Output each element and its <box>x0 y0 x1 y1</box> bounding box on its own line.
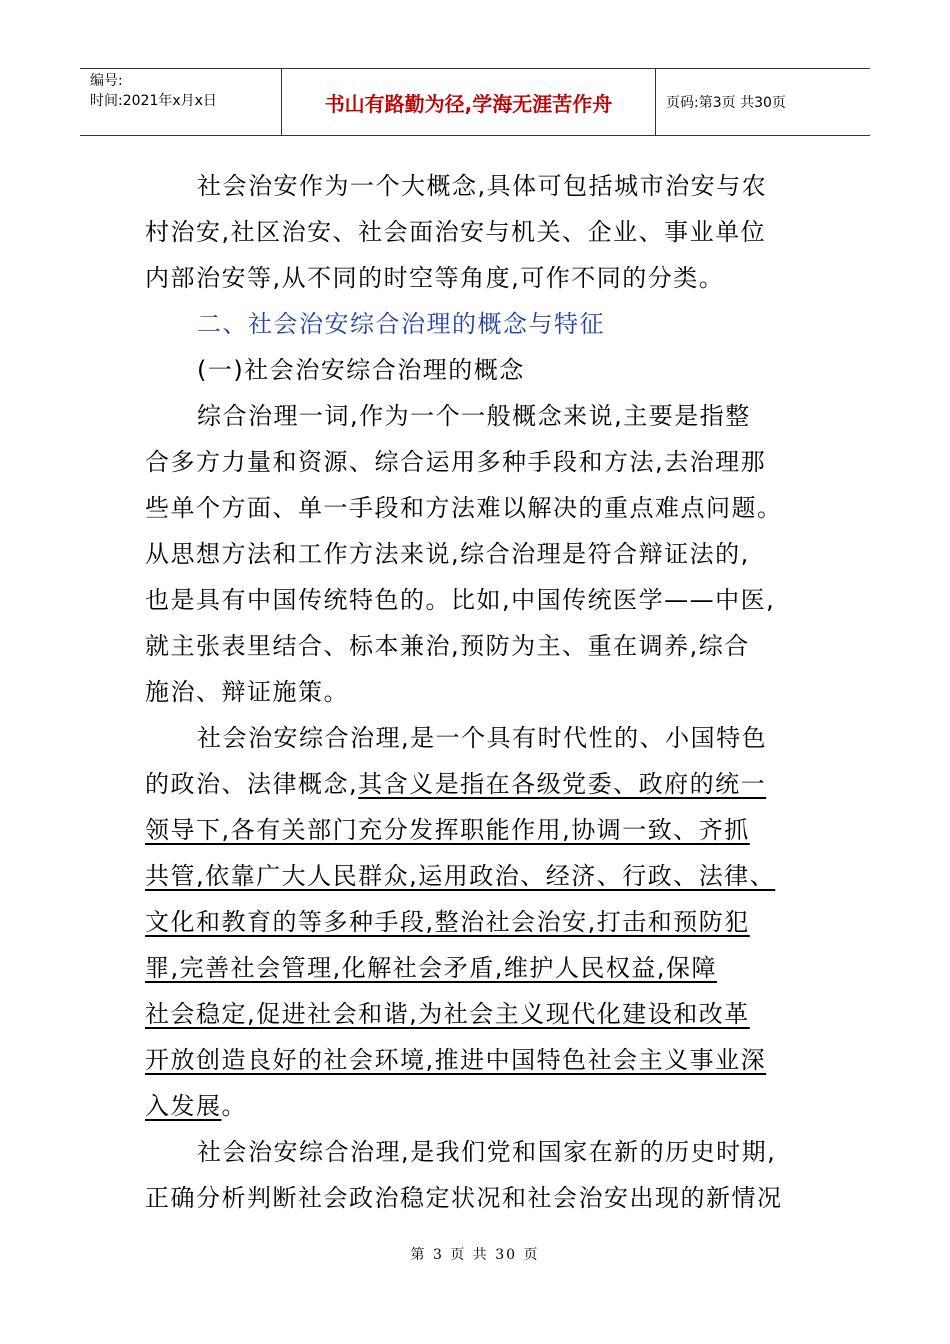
plain-text: 。 <box>221 1092 247 1120</box>
time-label: 时间:2021年x月x日 <box>90 93 217 109</box>
underlined-line: 开放创造良好的社会环境,推进中国特色社会主义事业深 <box>145 1046 767 1074</box>
paragraph-line: 合多方力量和资源、综合运用多种手段和方法,去治理那 <box>145 448 767 476</box>
underlined-line: 共管,依靠广大人民群众,运用政治、经济、行政、法律、 <box>145 862 776 890</box>
number-label: 编号: <box>90 73 123 89</box>
paragraph-line: 内部治安等,从不同的时空等角度,可作不同的分类。 <box>145 264 725 292</box>
page-footer: 第 3 页 共 30 页 <box>410 1247 540 1263</box>
section-heading: 二、社会治安综合治理的概念与特征 <box>197 310 605 338</box>
subsection-heading: (一)社会治安综合治理的概念 <box>197 356 525 384</box>
plain-text: 的政治、法律概念, <box>145 770 359 798</box>
header-page-label: 页码:第3页 共30页 <box>666 95 786 111</box>
underlined-text: 入发展 <box>145 1092 222 1120</box>
underlined-line: 领导下,各有关部门充分发挥职能作用,协调一致、齐抓 <box>145 816 750 844</box>
paragraph-line: 综合治理一词,作为一个一般概念来说,主要是指整 <box>197 402 751 430</box>
underlined-text: 其含义是指在各级党委、政府的统一 <box>358 770 767 798</box>
paragraph-line: 也是具有中国传统特色的。比如,中国传统医学——中医, <box>145 586 776 614</box>
paragraph-line <box>145 761 810 807</box>
paragraph-line: 就主张表里结合、标本兼治,预防为主、重在调养,综合 <box>145 632 750 660</box>
paragraph-line: 社会治安综合治理,是一个具有时代性的、小国特色 <box>197 724 768 752</box>
paragraph-line: 从思想方法和工作方法来说,综合治理是符合辩证法的, <box>145 540 750 568</box>
paragraph-line: 些单个方面、单一手段和方法难以解决的重点难点问题。 <box>145 494 783 522</box>
header-motto: 书山有路勤为径,学海无涯苦作舟 <box>282 69 656 135</box>
paragraph-line: 村治安,社区治安、社会面治安与机关、企业、事业单位 <box>145 218 767 246</box>
underlined-line: 罪,完善社会管理,化解社会矛盾,维护人民权益,保障 <box>145 954 718 982</box>
paragraph-line: 社会治安作为一个大概念,具体可包括城市治安与农 <box>197 172 768 200</box>
underlined-line: 文化和教育的等多种手段,整治社会治安,打击和预防犯 <box>145 908 750 936</box>
paragraph-line: 施治、辩证施策。 <box>145 678 349 706</box>
header-meta <box>80 69 282 135</box>
page-header <box>80 68 870 136</box>
document-body <box>145 163 810 1221</box>
paragraph-line: 正确分析判断社会政治稳定状况和社会治安出现的新情况 <box>145 1184 783 1212</box>
paragraph-line <box>145 1083 810 1129</box>
paragraph-line: 社会治安综合治理,是我们党和国家在新的历史时期, <box>197 1138 777 1166</box>
underlined-line: 社会稳定,促进社会和谐,为社会主义现代化建设和改革 <box>145 1000 750 1028</box>
